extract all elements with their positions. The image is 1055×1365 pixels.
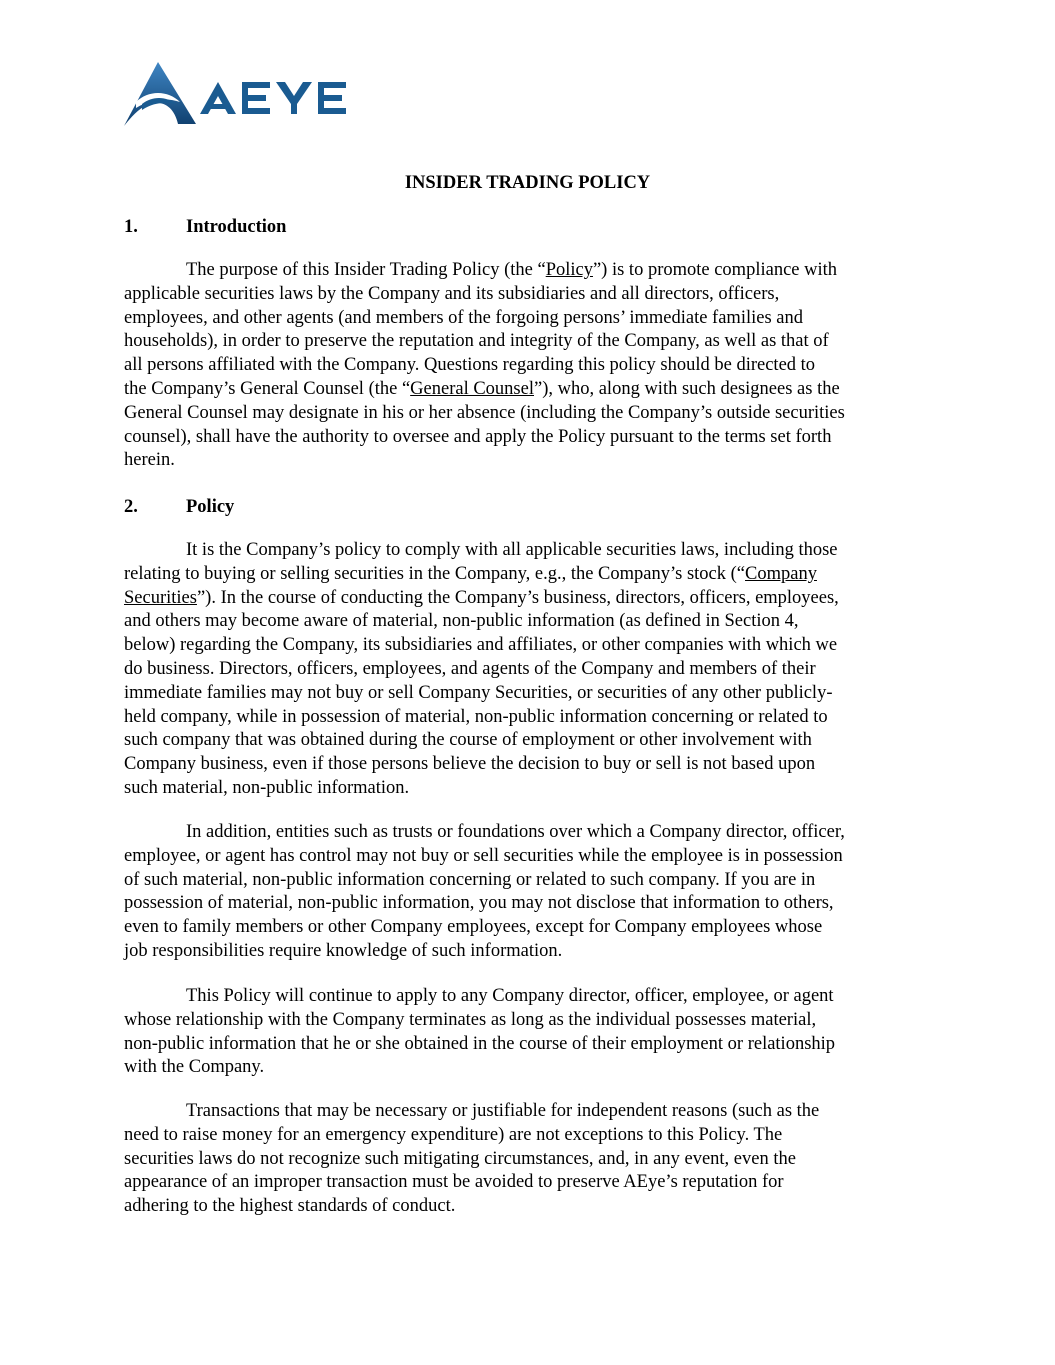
text-line	[124, 1124, 936, 1148]
text-line	[124, 1171, 936, 1195]
text-segment: appearance of an improper transaction must be avoided to preserve AEye’s reputation for	[124, 1172, 784, 1193]
text-line	[124, 259, 936, 283]
text-line	[124, 1148, 936, 1172]
text-segment: with the Company.	[124, 1057, 265, 1078]
text-line	[124, 753, 936, 777]
text-segment: herein.	[124, 450, 175, 471]
text-line	[124, 378, 936, 402]
defined-term: Securities	[124, 587, 197, 608]
text-line	[124, 892, 936, 916]
text-line	[124, 729, 936, 753]
text-line	[124, 658, 936, 682]
text-segment: Company business, even if those persons believe the decision to buy or sell is not based upon	[124, 754, 816, 775]
text-segment: General Counsel may designate in his or her absence (including the Company’s outside securities	[124, 402, 845, 423]
defined-term: Company	[745, 563, 817, 584]
text-segment: households), in order to preserve the reputation and integrity of the Company, as well as that of	[124, 331, 829, 352]
text-segment: employee, or agent has control may not buy or sell securities while the employee is in possession	[124, 845, 843, 866]
text-segment: The purpose of this Insider Trading Policy (the “	[186, 260, 546, 280]
text-line	[124, 563, 936, 587]
text-segment: applicable securities laws by the Company and its subsidiaries and all directors, officers,	[124, 283, 780, 304]
aeye-logo	[122, 60, 392, 130]
section-title: Policy	[186, 497, 235, 517]
text-segment: immediate families may not buy or sell Company Securities, or securities of any other publicly-	[124, 682, 833, 703]
text-line	[124, 402, 936, 426]
text-line	[124, 1009, 936, 1033]
text-segment: securities laws do not recognize such mitigating circumstances, and, in any event, even the	[124, 1148, 796, 1169]
paragraph	[124, 821, 936, 964]
text-line	[124, 821, 936, 845]
text-segment: adhering to the highest standards of conduct.	[124, 1196, 456, 1217]
text-segment: such material, non-public information.	[124, 777, 410, 798]
text-line	[124, 426, 936, 450]
text-segment: whose relationship with the Company terminates as long as the individual possesses material,	[124, 1009, 817, 1030]
paragraph	[124, 985, 936, 1080]
text-segment: such company that was obtained during the course of employment or other involvement with	[124, 730, 812, 751]
text-segment: Transactions that may be necessary or justifiable for independent reasons (such as the	[186, 1101, 820, 1121]
text-line	[124, 869, 936, 893]
text-segment: job responsibilities require knowledge of such information.	[124, 940, 563, 961]
text-segment: even to family members or other Company employees, except for Company employees whose	[124, 917, 823, 938]
text-line	[124, 845, 936, 869]
text-line	[124, 330, 936, 354]
text-line	[124, 916, 936, 940]
text-segment: ”), who, along with such designees as the	[533, 378, 840, 399]
section-number: 1.	[124, 217, 138, 237]
text-line	[124, 307, 936, 331]
text-segment: the Company’s General Counsel (the “	[124, 378, 411, 399]
text-line	[124, 449, 936, 473]
text-line	[124, 1195, 936, 1219]
text-segment: do business. Directors, officers, employees, and agents of the Company and members of their	[124, 658, 816, 679]
paragraph	[124, 259, 936, 473]
text-line	[124, 354, 936, 378]
text-segment: below) regarding the Company, its subsidiaries and affiliates, or other companies with which we	[124, 635, 838, 656]
text-line	[124, 1056, 936, 1080]
defined-term: Policy	[545, 260, 593, 280]
text-segment: need to raise money for an emergency expenditure) are not exceptions to this Policy. The	[124, 1124, 783, 1145]
text-segment: of such material, non-public information concerning or related to such company. If you are in	[124, 869, 816, 890]
section-heading-introduction	[124, 215, 286, 239]
text-segment: and others may become aware of material, non-public information (as defined in Section 4,	[124, 611, 799, 632]
text-segment: ”). In the course of conducting the Company’s business, directors, officers, employees,	[196, 587, 839, 608]
defined-term: General Counsel	[410, 378, 534, 399]
text-segment: employees, and other agents (and members of the forgoing persons’ immediate families and	[124, 307, 803, 328]
text-line	[124, 706, 936, 730]
text-segment: In addition, entities such as trusts or foundations over which a Company director, officer,	[186, 822, 845, 842]
text-segment: held company, while in possession of material, non-public information concerning or related to	[124, 706, 828, 727]
text-segment: possession of material, non-public information, you may not disclose that information to others,	[124, 893, 834, 914]
text-line	[124, 940, 936, 964]
text-line	[124, 587, 936, 611]
text-segment: relating to buying or selling securities in the Company, e.g., the Company’s stock (“	[124, 563, 746, 584]
text-line	[124, 1100, 936, 1124]
text-segment: all persons affiliated with the Company. Questions regarding this policy should be directed to	[124, 355, 816, 376]
text-line	[124, 283, 936, 307]
logo-wordmark	[200, 82, 346, 114]
text-line	[124, 539, 936, 563]
text-line	[124, 777, 936, 801]
text-line	[124, 1033, 936, 1057]
text-line	[124, 985, 936, 1009]
text-segment: ”) is to promote compliance with	[592, 260, 838, 280]
text-segment: non-public information that he or she obtained in the course of their employment or relationship	[124, 1033, 836, 1054]
text-segment: This Policy will continue to apply to any Company director, officer, employee, or agent	[186, 986, 834, 1006]
text-line	[124, 610, 936, 634]
section-number: 2.	[124, 497, 138, 517]
paragraph	[124, 539, 936, 801]
text-segment: counsel), shall have the authority to oversee and apply the Policy pursuant to the terms set forth	[124, 426, 832, 447]
logo-mark-icon	[124, 62, 196, 126]
document-title: INSIDER TRADING POLICY	[404, 173, 651, 193]
text-line	[124, 634, 936, 658]
paragraph	[124, 1100, 936, 1219]
text-line	[124, 682, 936, 706]
section-heading-policy	[124, 495, 234, 519]
section-title: Introduction	[186, 217, 287, 237]
text-segment: It is the Company’s policy to comply with all applicable securities laws, including those	[186, 540, 838, 560]
